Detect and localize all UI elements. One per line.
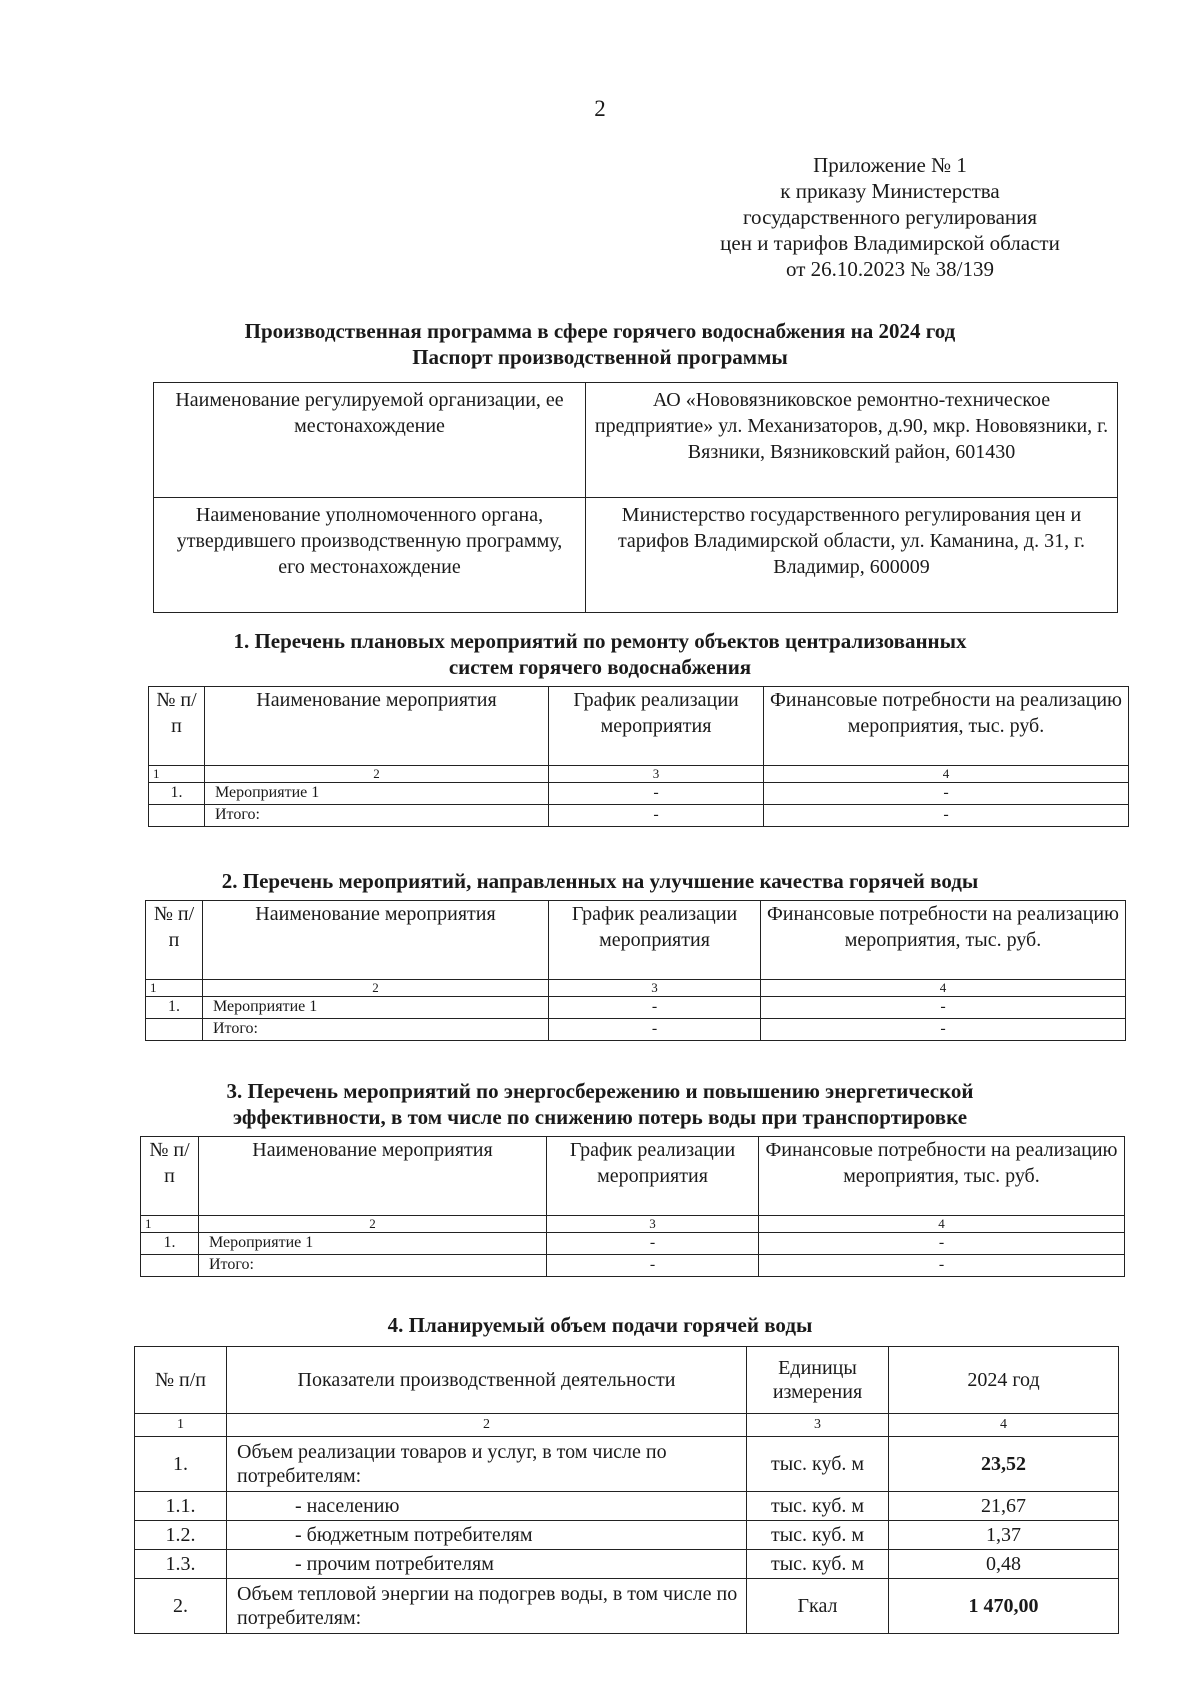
appendix-line: Приложение № 1 [813,153,967,177]
table-header-cell: 2024 год [889,1347,1119,1414]
table-cell: 2 [205,766,549,783]
column-number-row [146,980,1126,997]
table-cell: 1 [146,980,203,997]
section2-table [145,900,1126,1041]
table-header-row [146,901,1126,980]
passport-table [153,382,1118,613]
table-cell: - бюджетным потребителям [227,1521,747,1550]
table-cell: - [761,1019,1126,1041]
section3-title: эффективности, в том числе по снижению потерь воды при транспортировке [232,1105,968,1129]
table-header-cell: Показатели производственной деятельности [227,1347,747,1414]
table-cell: 1.3. [135,1550,227,1579]
table-header-cell: График реализации мероприятия [549,901,761,980]
section2-title: 2. Перечень мероприятий, направленных на улучшение качества горячей воды [221,869,979,893]
table-cell: - [549,805,764,827]
table-cell: АО «Нововязниковское ремонтно-техническое предприятие» ул. Механизаторов, д.90, мкр. Нововязники, г. Вязники, Вязниковский район, 601430 [586,383,1118,498]
table-cell: Гкал [747,1579,889,1634]
table-cell: 2. [135,1579,227,1634]
passport-title: Паспорт производственной программы [412,345,788,369]
table-cell: 3 [747,1414,889,1437]
table-cell: 3 [549,980,761,997]
section1-table [148,686,1129,827]
table-cell: - [764,783,1129,805]
table-header-cell: № п/п [146,901,203,980]
table-cell: 4 [761,980,1126,997]
table-cell: 1. [149,783,205,805]
table-cell: - [547,1233,759,1255]
table-cell: 1.2. [135,1521,227,1550]
table-header-cell: Наименование мероприятия [199,1137,547,1216]
column-number-row [135,1414,1119,1437]
table-cell: Наименование уполномоченного органа, утвердившего производственную программу, его местонахождение [154,498,586,613]
table-cell: - [549,783,764,805]
table-row [141,1255,1125,1277]
table-cell: 1 [135,1414,227,1437]
table-row [146,997,1126,1019]
table-cell: 4 [764,766,1129,783]
table-cell: 21,67 [889,1492,1119,1521]
section1-title: систем горячего водоснабжения [448,655,752,679]
table-header-cell: Финансовые потребности на реализацию мероприятия, тыс. руб. [761,901,1126,980]
appendix-header [660,152,1120,282]
table-cell: Мероприятие 1 [199,1233,547,1255]
table-row [135,1521,1119,1550]
table-cell: Объем реализации товаров и услуг, в том числе по потребителям: [227,1437,747,1492]
table-cell: - [549,1019,761,1041]
column-number-row [141,1216,1125,1233]
table-cell: Объем тепловой энергии на подогрев воды, в том числе по потребителям: [227,1579,747,1634]
table-cell: 1 [141,1216,199,1233]
table-cell: 1. [135,1437,227,1492]
table-cell: 4 [889,1414,1119,1437]
section3-title: 3. Перечень мероприятий по энергосбережению и повышению энергетической [226,1079,974,1103]
table-header-row [141,1137,1125,1216]
table-cell: тыс. куб. м [747,1437,889,1492]
table-header-cell: Финансовые потребности на реализацию мероприятия, тыс. руб. [759,1137,1125,1216]
table-row [135,1579,1119,1634]
table-cell: тыс. куб. м [747,1492,889,1521]
table-cell: Министерство государственного регулирования цен и тарифов Владимирской области, ул. Каманина, д. 31, г. Владимир, 600009 [586,498,1118,613]
table-cell: - [764,805,1129,827]
program-title: Производственная программа в сфере горячего водоснабжения на 2024 год [244,319,956,343]
table-row [149,805,1129,827]
table-cell [149,805,205,827]
table-cell: 1. [141,1233,199,1255]
column-number-row [149,766,1129,783]
table-cell: 1,37 [889,1521,1119,1550]
table-header-cell: Наименование мероприятия [203,901,549,980]
table-row [135,1437,1119,1492]
section4-title: 4. Планируемый объем подачи горячей воды [387,1313,813,1337]
table-header-cell: Финансовые потребности на реализацию мероприятия, тыс. руб. [764,687,1129,766]
table-row [154,383,1118,498]
table-cell: - [759,1233,1125,1255]
table-header-cell: Наименование мероприятия [205,687,549,766]
table-cell: 2 [199,1216,547,1233]
table-row [154,498,1118,613]
table-header-cell: № п/п [149,687,205,766]
table-cell: - [759,1255,1125,1277]
table-header-cell: График реализации мероприятия [549,687,764,766]
appendix-line: цен и тарифов Владимирской области [720,231,1060,255]
table-cell: 1 470,00 [889,1579,1119,1634]
table-cell: 2 [227,1414,747,1437]
section3-table [140,1136,1125,1277]
section4-table [134,1346,1119,1634]
table-row [149,783,1129,805]
table-cell: 3 [547,1216,759,1233]
appendix-line: государственного регулирования [742,205,1038,229]
table-cell: 23,52 [889,1437,1119,1492]
table-header-cell: Единицы измерения [747,1347,889,1414]
table-cell: тыс. куб. м [747,1521,889,1550]
table-cell: Итого: [203,1019,549,1041]
table-cell: - [761,997,1126,1019]
table-row [135,1550,1119,1579]
appendix-line: к приказу Министерства [780,179,1000,203]
table-cell: 1 [149,766,205,783]
table-cell: Мероприятие 1 [203,997,549,1019]
table-cell: Итого: [205,805,549,827]
table-cell [146,1019,203,1041]
table-row [146,1019,1126,1041]
table-cell: 4 [759,1216,1125,1233]
table-cell: - прочим потребителям [227,1550,747,1579]
table-cell: 3 [549,766,764,783]
table-cell: 2 [203,980,549,997]
table-cell: тыс. куб. м [747,1550,889,1579]
appendix-line: от 26.10.2023 № 38/139 [785,257,995,281]
table-cell: 1. [146,997,203,1019]
table-header-cell: № п/п [135,1347,227,1414]
table-cell: - [547,1255,759,1277]
table-cell: - населению [227,1492,747,1521]
table-row [135,1492,1119,1521]
table-header-cell: № п/п [141,1137,199,1216]
section1-title: 1. Перечень плановых мероприятий по ремонту объектов централизованных [233,629,967,653]
table-cell: Мероприятие 1 [205,783,549,805]
table-cell: - [549,997,761,1019]
table-cell: 1.1. [135,1492,227,1521]
table-cell: Итого: [199,1255,547,1277]
table-header-row [149,687,1129,766]
page-number: 2 [594,96,606,121]
table-cell: 0,48 [889,1550,1119,1579]
table-cell [141,1255,199,1277]
table-header-row [135,1347,1119,1414]
table-row [141,1233,1125,1255]
table-cell: Наименование регулируемой организации, ее местонахождение [154,383,586,498]
table-header-cell: График реализации мероприятия [547,1137,759,1216]
